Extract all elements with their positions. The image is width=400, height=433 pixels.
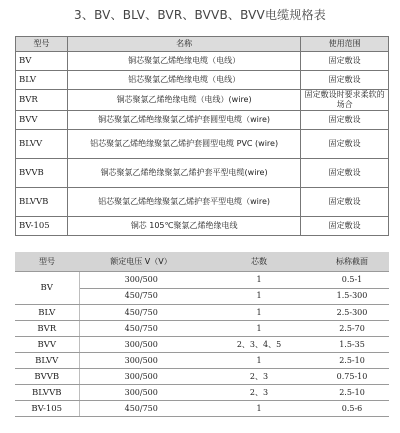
- cell-section: 0.75-10: [315, 369, 389, 385]
- table-row: [16, 111, 389, 130]
- cell-voltage: 450/750: [79, 288, 203, 305]
- table-row: [16, 188, 389, 217]
- table-row: [15, 369, 389, 385]
- cell-usage: 固定敷设: [301, 159, 389, 188]
- cell-model: BV-105: [15, 401, 79, 417]
- table-header-row: [15, 252, 389, 272]
- cell-section: 1.5-300: [315, 288, 389, 305]
- table-row: [15, 337, 389, 353]
- header-name: 名称: [67, 37, 300, 52]
- table-row: [15, 305, 389, 321]
- cell-cores: 1: [203, 321, 315, 337]
- cell-usage: 固定敷设: [301, 130, 389, 159]
- cell-cores: 1: [203, 272, 315, 289]
- cell-name: 铜芯聚氯乙烯绝缘电缆（电线）(wire): [67, 90, 300, 111]
- table-row: [16, 90, 389, 111]
- cell-section: 2.5-10: [315, 385, 389, 401]
- cell-usage: 固定敷设: [301, 188, 389, 217]
- cell-voltage: 300/500: [79, 272, 203, 289]
- cell-name: 铜芯 105℃聚氯乙烯绝缘电线: [67, 217, 300, 236]
- cell-model: BVV: [15, 337, 79, 353]
- cell-model: BVVB: [16, 159, 68, 188]
- cell-model: BVV: [16, 111, 68, 130]
- table-row: [16, 217, 389, 236]
- cell-model: BLVV: [15, 353, 79, 369]
- cell-name: 铝芯聚氯乙烯绝缘电缆（电线）: [67, 71, 300, 90]
- cell-name: 铜芯聚氯乙烯绝缘聚氯乙烯护套圆型电缆（wire): [67, 111, 300, 130]
- cell-model: BVR: [16, 90, 68, 111]
- cell-usage: 固定敷设时要求柔软的场合: [301, 90, 389, 111]
- table-row: [16, 130, 389, 159]
- cell-usage: 固定敷设: [301, 71, 389, 90]
- cell-model: BLVVB: [16, 188, 68, 217]
- cell-model: BLVV: [16, 130, 68, 159]
- table-row: [16, 71, 389, 90]
- cell-voltage: 450/750: [79, 321, 203, 337]
- table-row: [15, 321, 389, 337]
- cell-usage: 固定敷设: [301, 52, 389, 71]
- table-row: [16, 52, 389, 71]
- cell-cores: 2、3: [203, 385, 315, 401]
- cell-voltage: 300/500: [79, 353, 203, 369]
- cell-voltage: 300/500: [79, 369, 203, 385]
- table-row: [15, 385, 389, 401]
- table-row: [15, 272, 389, 289]
- cell-voltage: 300/500: [79, 337, 203, 353]
- cell-usage: 固定敷设: [301, 111, 389, 130]
- table-row: [15, 353, 389, 369]
- cell-name: 铝芯聚氯乙烯绝缘聚氯乙烯护套平型电缆（wire): [67, 188, 300, 217]
- cell-model: BV-105: [16, 217, 68, 236]
- table-row: [15, 401, 389, 417]
- cell-section: 2.5-300: [315, 305, 389, 321]
- cell-usage: 固定敷设: [301, 217, 389, 236]
- cell-section: 0.5-1: [315, 272, 389, 289]
- cell-name: 铜芯聚氯乙烯绝缘电缆（电线）: [67, 52, 300, 71]
- cable-spec-table: [15, 252, 389, 417]
- cell-model: BLV: [16, 71, 68, 90]
- cell-model: BVR: [15, 321, 79, 337]
- cell-model: BV: [16, 52, 68, 71]
- header-section: 标称截面: [315, 252, 389, 272]
- cell-section: 0.5-6: [315, 401, 389, 417]
- table-header-row: [16, 37, 389, 52]
- page-title: 3、BV、BLV、BVR、BVVB、BVV电缆规格表: [74, 8, 326, 22]
- cell-model: BV: [15, 272, 79, 305]
- cell-model: BVVB: [15, 369, 79, 385]
- header-model: 型号: [15, 252, 79, 272]
- cell-section: 2.5-70: [315, 321, 389, 337]
- header-model: 型号: [16, 37, 68, 52]
- table-row: [16, 159, 389, 188]
- cell-name: 铝芯聚氯乙烯绝缘聚氯乙烯护套圆型电缆 PVC (wire): [67, 130, 300, 159]
- cell-model: BLV: [15, 305, 79, 321]
- cell-cores: 1: [203, 288, 315, 305]
- cell-cores: 2、3: [203, 369, 315, 385]
- cell-cores: 1: [203, 305, 315, 321]
- cell-model: BLVVB: [15, 385, 79, 401]
- cell-section: 1.5-35: [315, 337, 389, 353]
- cell-cores: 1: [203, 353, 315, 369]
- cell-voltage: 450/750: [79, 401, 203, 417]
- cell-voltage: 300/500: [79, 385, 203, 401]
- header-usage: 使用范围: [301, 37, 389, 52]
- header-cores: 芯数: [203, 252, 315, 272]
- cell-cores: 1: [203, 401, 315, 417]
- cable-name-table: [15, 36, 389, 236]
- cell-voltage: 450/750: [79, 305, 203, 321]
- header-voltage: 额定电压 V（V）: [79, 252, 203, 272]
- cell-name: 铜芯聚氯乙烯绝缘聚氯乙烯护套平型电缆(wire): [67, 159, 300, 188]
- cell-section: 2.5-10: [315, 353, 389, 369]
- cell-cores: 2、3、4、5: [203, 337, 315, 353]
